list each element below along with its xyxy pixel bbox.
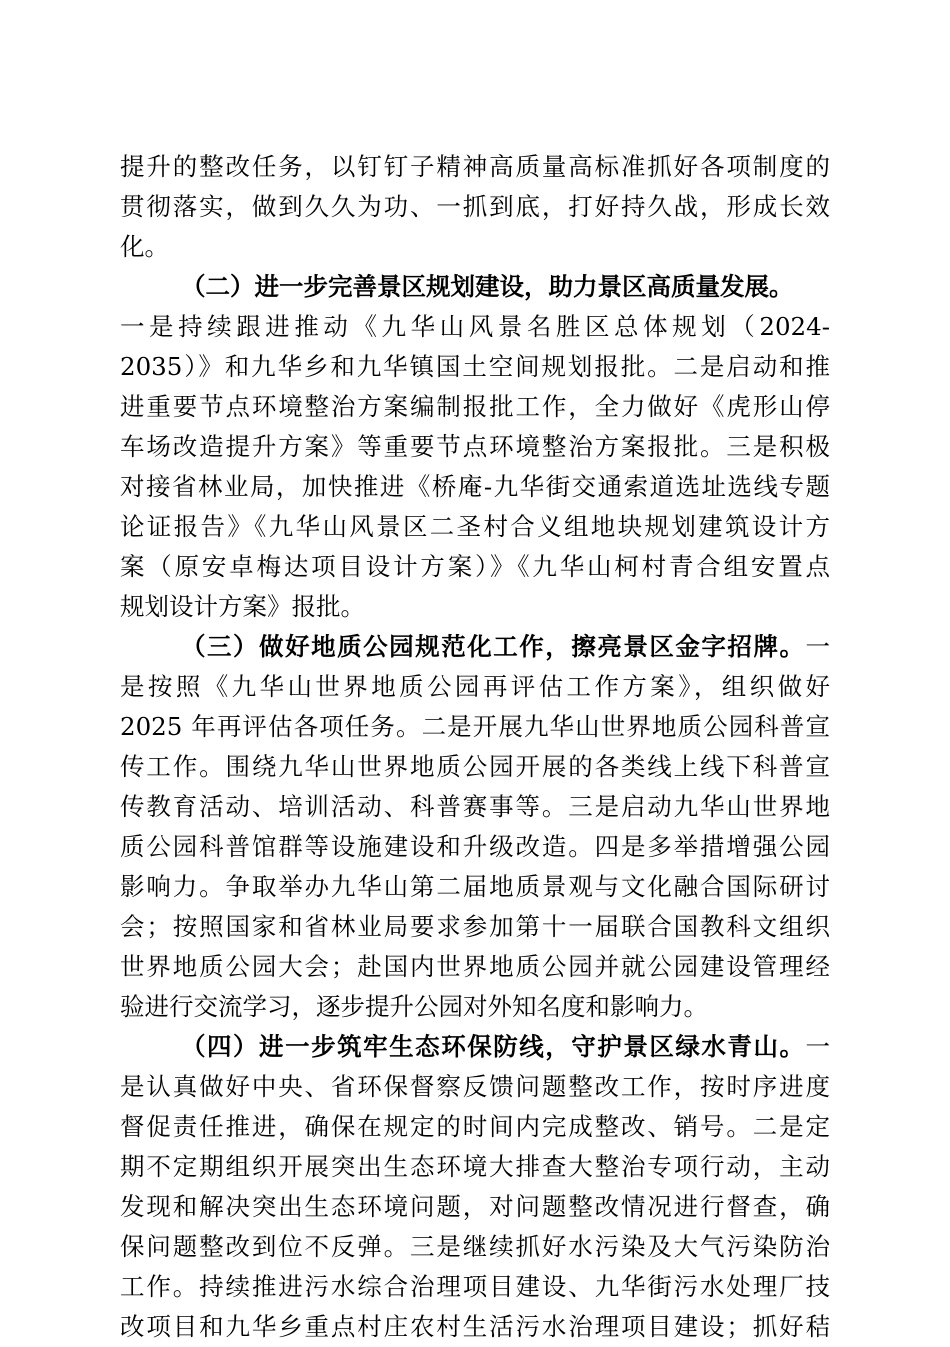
paragraph-line: 期不定期组织开展突出生态环境大排查大整治专项行动，主动: [120, 1152, 830, 1181]
paragraph-line: 是认真做好中央、省环保督察反馈问题整改工作，按时序进度: [120, 1072, 830, 1101]
paragraph-line: 规划设计方案》报批。: [120, 592, 365, 621]
paragraph-line: 进重要节点环境整治方案编制报批工作，全力做好《虎形山停: [120, 392, 830, 421]
paragraph-line: 一是持续跟进推动《九华山风景名胜区总体规划（2024-: [120, 312, 830, 341]
paragraph-line: 世界地质公园大会；赴国内世界地质公园并就公园建设管理经: [120, 952, 830, 981]
document-body: [120, 147, 830, 1347]
paragraph-line: 发现和解决突出生态环境问题，对问题整改情况进行督查，确: [120, 1192, 830, 1221]
paragraph-line: 提升的整改任务，以钉钉子精神高质量高标准抓好各项制度的: [120, 152, 830, 181]
section-heading-3: （三）做好地质公园规范化工作，擦亮景区金字招牌。一: [181, 632, 830, 661]
paragraph-line: 贯彻落实，做到久久为功、一抓到底，打好持久战，形成长效: [120, 192, 830, 221]
paragraph-line: 化。: [120, 232, 169, 261]
section-heading-4: （四）进一步筑牢生态环保防线，守护景区绿水青山。一: [181, 1032, 830, 1061]
paragraph-line: 会；按照国家和省林业局要求参加第十一届联合国教科文组织: [120, 912, 830, 941]
paragraph-line: 传教育活动、培训活动、科普赛事等。三是启动九华山世界地: [120, 792, 830, 821]
section-heading-2: （二）进一步完善景区规划建设，助力景区高质量发展。: [181, 272, 794, 301]
paragraph-line: 对接省林业局，加快推进《桥庵-九华街交通索道选址选线专题: [120, 472, 830, 501]
paragraph-line: 是按照《九华山世界地质公园再评估工作方案》，组织做好: [120, 672, 830, 701]
paragraph-line: 影响力。争取举办九华山第二届地质景观与文化融合国际研讨: [120, 872, 830, 901]
paragraph-line: 保问题整改到位不反弹。三是继续抓好水污染及大气污染防治: [120, 1232, 830, 1261]
paragraph-line: 督促责任推进，确保在规定的时间内完成整改、销号。二是定: [120, 1112, 830, 1141]
paragraph-line: 案（原安卓梅达项目设计方案）》《九华山柯村青合组安置点: [120, 552, 830, 581]
paragraph-line: 质公园科普馆群等设施建设和升级改造。四是多举措增强公园: [120, 832, 830, 861]
paragraph-line: 车场改造提升方案》等重要节点环境整治方案报批。三是积极: [120, 432, 830, 461]
paragraph-line: 2035）》和九华乡和九华镇国土空间规划报批。二是启动和推: [120, 352, 830, 381]
paragraph-line: 传工作。围绕九华山世界地质公园开展的各类线上线下科普宣: [120, 752, 830, 781]
paragraph-line: 论证报告》《九华山风景区二圣村合义组地块规划建筑设计方: [120, 512, 830, 541]
paragraph-line: 验进行交流学习，逐步提升公园对外知名度和影响力。: [120, 992, 708, 1021]
paragraph-line: 改项目和九华乡重点村庄农村生活污水治理项目建设；抓好秸: [120, 1312, 830, 1341]
paragraph-line: 工作。持续推进污水综合治理项目建设、九华街污水处理厂技: [120, 1272, 830, 1301]
paragraph-line: 2025 年再评估各项任务。二是开展九华山世界地质公园科普宣: [120, 712, 830, 741]
